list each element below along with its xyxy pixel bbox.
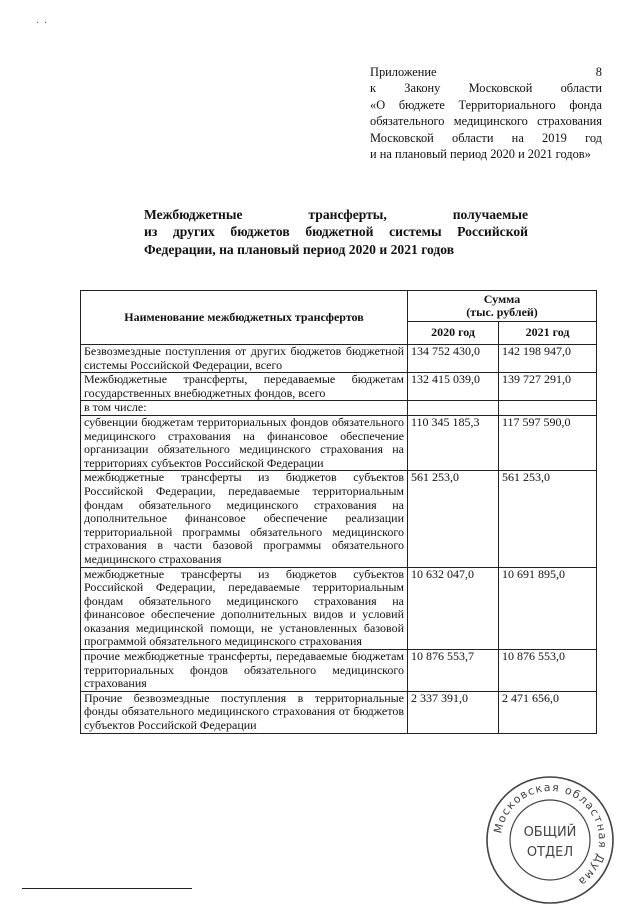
title-line: Федерации, на плановый период 2020 и 2021 годов: [144, 241, 455, 257]
stamp-line2: ОТДЕЛ: [526, 845, 574, 860]
header-year-2021: 2021 год: [499, 322, 597, 345]
official-stamp: [480, 770, 620, 910]
title-line: Межбюджетные трансферты, получаемые: [144, 207, 528, 222]
row-2021: 142 198 947,0: [499, 345, 597, 373]
stamp-line1: ОБЩИЙ: [523, 825, 577, 840]
row-name: в том числе:: [81, 401, 408, 416]
table-row: [81, 471, 597, 567]
table-row: [81, 345, 597, 373]
stamp-ring-textpath: Московская областная Дума: [491, 780, 610, 889]
row-2021: 10 876 553,0: [499, 650, 597, 692]
row-2020: 561 253,0: [408, 471, 499, 567]
transfers-table: [80, 290, 597, 734]
row-2020: [408, 401, 499, 416]
footer-rule: [22, 888, 192, 889]
row-name: Прочие безвозмездные поступления в территориальные фонды обязательного медицинского страхования от бюджетов субъектов Российской Федерации: [81, 691, 408, 733]
table-row: [81, 373, 597, 401]
header-sum-unit: (тыс. рублей): [466, 305, 538, 319]
table-row: [81, 567, 597, 650]
row-name: прочие межбюджетные трансферты, передаваемые бюджетам территориальных фондов обязательного медицинского страхования: [81, 650, 408, 692]
table-row: [81, 415, 597, 470]
appendix-line: обязательного медицинского страхования: [370, 114, 602, 129]
appendix-line: Приложение 8: [370, 65, 602, 79]
row-2021: [499, 401, 597, 416]
appendix-line: и на плановый период 2020 и 2021 годов»: [370, 147, 591, 162]
title-line: из других бюджетов бюджетной системы Российской: [144, 224, 528, 240]
row-2020: 2 337 391,0: [408, 691, 499, 733]
row-name: Безвозмездные поступления от других бюджетов бюджетной системы Российской Федерации, всего: [81, 345, 408, 373]
row-2020: 132 415 039,0: [408, 373, 499, 401]
header-sum: [408, 291, 597, 322]
table-row: [81, 650, 597, 692]
stamp-outer-ring: [487, 777, 613, 903]
row-2020: 10 632 047,0: [408, 567, 499, 650]
row-2020: 134 752 430,0: [408, 345, 499, 373]
row-2021: 117 597 590,0: [499, 415, 597, 470]
row-2020: 10 876 553,7: [408, 650, 499, 692]
corner-mark: · ·: [36, 18, 49, 29]
table-row: [81, 691, 597, 733]
appendix-line: «О бюджете Территориального фонда: [370, 97, 602, 112]
row-2021: 10 691 895,0: [499, 567, 597, 650]
appendix-block: [370, 64, 602, 162]
row-name: межбюджетные трансферты из бюджетов субъектов Российской Федерации, передаваемые территориальным фондам обязательного медицинского страхования на дополнительное финансовое обеспечение реализации территориальной программы обязательного медицинского страхования в части базовой программы обязательного медицинского страхования: [81, 471, 408, 567]
row-name: Межбюджетные трансферты, передаваемые бюджетам государственных внебюджетных фондов, всего: [81, 373, 408, 401]
table-header-row: [81, 291, 597, 322]
table-row: [81, 401, 597, 416]
row-2020: 110 345 185,3: [408, 415, 499, 470]
row-2021: 2 471 656,0: [499, 691, 597, 733]
header-year-2020: 2020 год: [408, 322, 499, 345]
row-name: субвенции бюджетам территориальных фондов обязательного медицинского страхования на финансовое обеспечение организации обязательного медицинского страхования на территориях субъектов Российской Федерации: [81, 415, 408, 470]
row-name: межбюджетные трансферты из бюджетов субъектов Российской Федерации, передаваемые территориальным фондам обязательного медицинского страхования на финансовое обеспечение дополнительных видов и условий оказания медицинской помощи, не установленных базовой программой обязательного медицинского страхования: [81, 567, 408, 650]
header-sum-label: Сумма: [483, 292, 521, 306]
header-name: Наименование межбюджетных трансфертов: [81, 291, 408, 345]
appendix-line: Московской области на 2019 год: [370, 130, 602, 145]
document-title: [144, 206, 528, 258]
row-2021: 139 727 291,0: [499, 373, 597, 401]
appendix-line: к Закону Московской области: [370, 81, 602, 96]
row-2021: 561 253,0: [499, 471, 597, 567]
stamp-inner-ring: [510, 800, 590, 880]
